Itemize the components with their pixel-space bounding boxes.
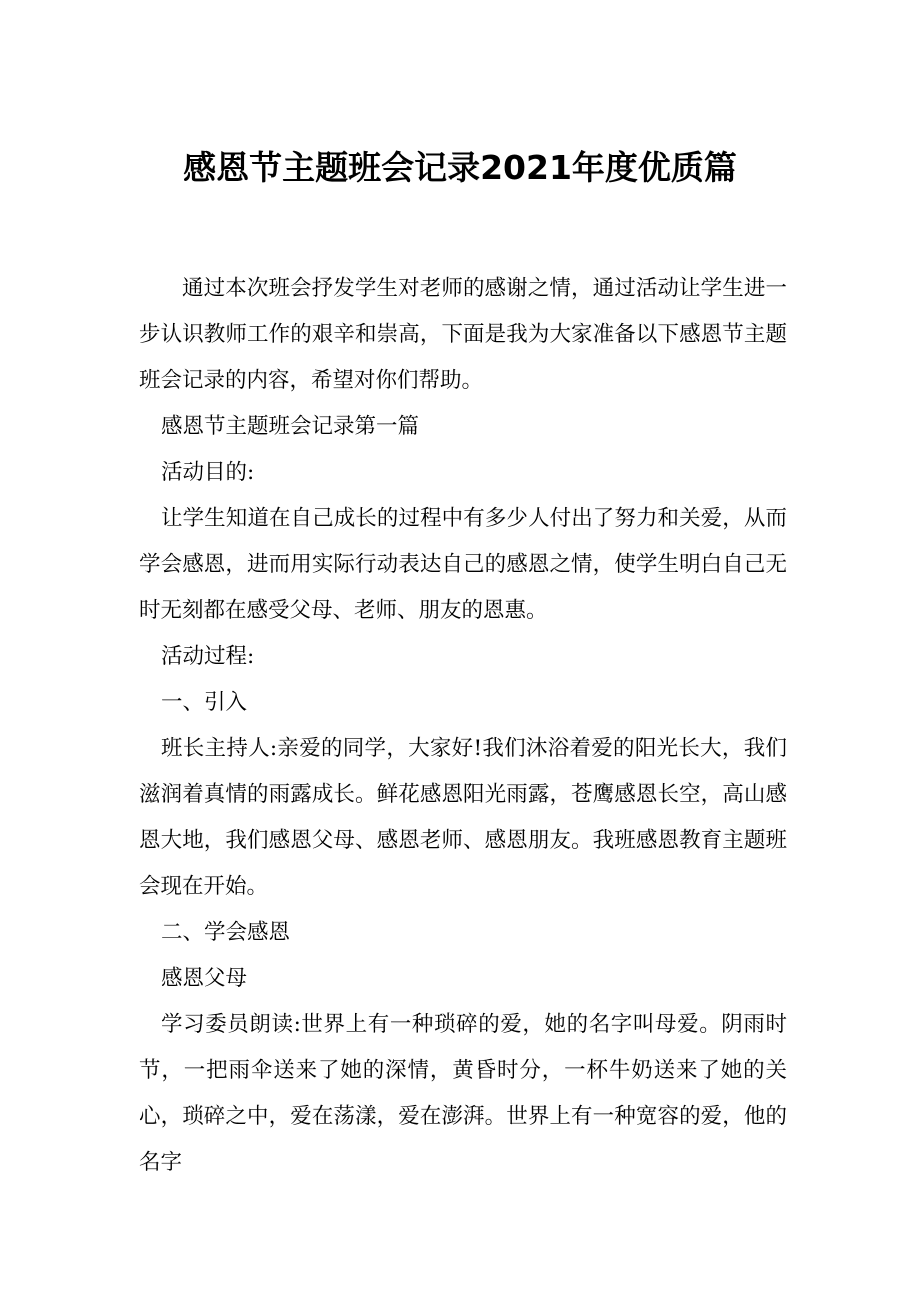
paragraph-step1: 班长主持人:亲爱的同学，大家好!我们沐浴着爱的阳光长大，我们滋润着真情的雨露成长。鲜花感恩阳光雨露，苍鹰感恩长空，高山感恩大地，我们感恩父母、感恩老师、感恩朋友。我班感恩教育主题班会现在开始。 xyxy=(139,736,787,899)
document-body xyxy=(139,266,787,1186)
paragraph-parents: 学习委员朗读:世界上有一种琐碎的爱，她的名字叫母爱。阴雨时节，一把雨伞送来了她的深情，黄昏时分，一杯牛奶送来了她的关心，琐碎之中，爱在荡漾，爱在澎湃。世界上有一种宽容的爱，他的名字 xyxy=(139,1012,787,1175)
step1-heading: 一、引入 xyxy=(161,690,248,715)
goal-heading: 活动目的: xyxy=(161,460,255,485)
process-heading: 活动过程: xyxy=(161,644,255,669)
paragraph-intro: 通过本次班会抒发学生对老师的感谢之情，通过活动让学生进一步认识教师工作的艰辛和崇高，下面是我为大家准备以下感恩节主题班会记录的内容，希望对你们帮助。 xyxy=(139,276,787,393)
paragraph-goal: 让学生知道在自己成长的过程中有多少人付出了努力和关爱，从而学会感恩，进而用实际行动表达自己的感恩之情，使学生明白自己无时无刻都在感受父母、老师、朋友的恩惠。 xyxy=(139,506,787,623)
document-title: 感恩节主题班会记录2021年度优质篇 xyxy=(183,148,737,187)
section-heading: 感恩节主题班会记录第一篇 xyxy=(161,414,420,439)
step2-heading: 二、学会感恩 xyxy=(161,920,291,945)
parents-heading: 感恩父母 xyxy=(161,966,248,991)
